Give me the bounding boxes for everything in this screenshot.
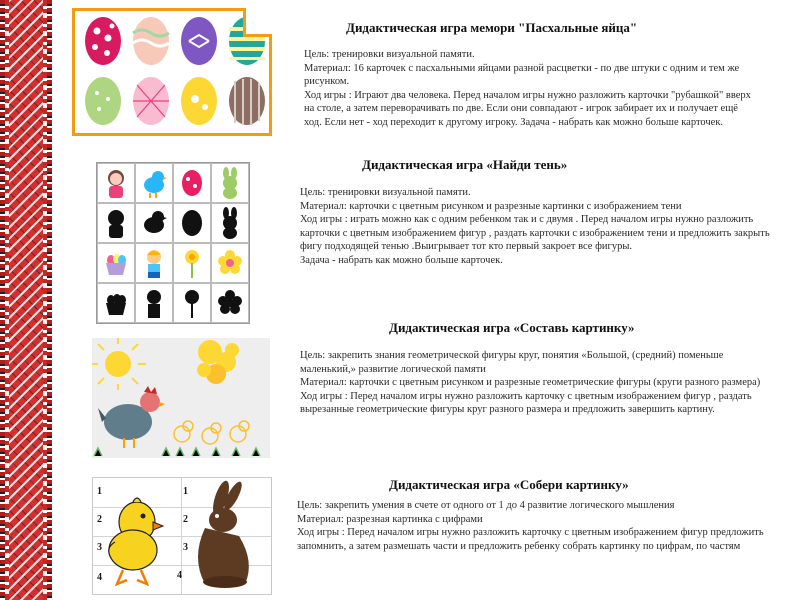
puzzle-number-right-4: 4 xyxy=(177,570,182,581)
gameplay-text: Ход игры : Перед началом игры нужно разложить карточку с цветным изображением фигур , раздать вырезанные геометрические фигуры круг разного размера и предложить завершить картину. xyxy=(300,390,752,415)
lollipop-shadow xyxy=(173,283,211,323)
puzzle-number-left-4: 4 xyxy=(97,572,102,583)
section-text-shadow xyxy=(300,186,770,267)
folk-ornament-border xyxy=(0,0,52,600)
section-title-compose: Дидактическая игра «Составь картинку» xyxy=(389,320,635,335)
task-text: Задача - набрать как можно больше карточек. xyxy=(300,254,503,266)
bunny-picture xyxy=(211,163,249,203)
gameplay-text: Ход игры : Перед началом игры нужно разложить карточку с цветным изображением фигур предложить запомнить, а затем размешать части и предложить ребенку собрать картинку по цифрам, по частям xyxy=(297,527,764,552)
goal-text: Цель: тренировки визуальной памяти. xyxy=(304,49,475,60)
egg-picture xyxy=(173,163,211,203)
egg-shadow xyxy=(173,203,211,243)
ornament-pattern xyxy=(9,0,43,600)
flower-picture xyxy=(211,243,249,283)
puzzle-number-left-2: 2 xyxy=(97,514,102,525)
circle-collage-image xyxy=(92,338,270,458)
section-title-memory: Дидактическая игра мемори "Пасхальные яйца" xyxy=(346,20,638,35)
puzzle-number-right-1: 1 xyxy=(183,486,188,497)
bird-picture xyxy=(135,163,173,203)
ornament-stripe-left xyxy=(0,0,5,600)
section-text-assemble xyxy=(297,499,767,553)
goal-text: Цель: закрепить знания геометрической фигуры круг, понятия «Большой, (средний) поменьше маленький,» развитие логической памяти xyxy=(300,350,724,375)
flower-shadow xyxy=(211,283,249,323)
doll-shadow xyxy=(97,203,135,243)
easter-eggs-illustration xyxy=(75,11,269,133)
basket-picture xyxy=(97,243,135,283)
material-text: Материал: карточки с цветным рисунком и разрезные картинки с изображением тени xyxy=(300,200,682,212)
boy-picture xyxy=(135,243,173,283)
easter-eggs-image xyxy=(72,8,272,136)
doll-picture xyxy=(97,163,135,203)
section-text-memory xyxy=(304,48,754,129)
section-title-assemble: Дидактическая игра «Собери картинку» xyxy=(389,477,629,492)
boy-shadow xyxy=(135,283,173,323)
bird-shadow xyxy=(135,203,173,243)
material-text: Материал: разрезная картинка с цифрами xyxy=(297,513,483,525)
circle-collage-illustration xyxy=(92,338,270,458)
material-text: Материал: 16 карточек с пасхальными яйцами разной расцветки - по две штуки с одним и тем же рисунком. xyxy=(304,62,740,87)
material-text: Материал: карточки с цветным рисунком и разрезные геометрические фигуры (круги разного размера) xyxy=(300,377,761,388)
numbered-puzzle-image xyxy=(92,477,272,595)
goal-text: Цель: тренировки визуальной памяти. xyxy=(300,187,471,198)
puzzle-number-left-1: 1 xyxy=(97,486,102,497)
basket-shadow xyxy=(97,283,135,323)
bunny-shadow xyxy=(211,203,249,243)
shadow-matching-image xyxy=(96,162,250,324)
puzzle-number-right-2: 2 xyxy=(183,514,188,525)
gameplay-text: Ход игры : играть можно как с одним ребенком так и с двумя . Перед началом игры нужно разложить карточки с цветным изображением фигур , раздать карточки с изображением тени и предложить закрыть фигу подходящей тенью .Выигрывает тот кто первый закроет все фигуры. xyxy=(300,214,770,252)
gameplay-text: Ход игры : Играют два человека. Перед началом игры нужно разложить карточки "рубашкой" вверх на столе, а затем переворачивать по две. Если они совпадают - игрок забирает их и получает ещё ход. Если нет - ход переходит к другому игроку. Задача - набрать как можно больше карточек. xyxy=(304,89,751,128)
section-text-compose xyxy=(300,349,770,417)
section-title-shadow: Дидактическая игра «Найди тень» xyxy=(362,157,568,172)
puzzle-number-left-3: 3 xyxy=(97,542,102,553)
chick-and-bunny-illustration xyxy=(93,478,271,594)
lollipop-picture xyxy=(173,243,211,283)
goal-text: Цель: закрепить умения в счете от одного от 1 до 4 развитие логического мышления xyxy=(297,500,675,511)
puzzle-number-right-3: 3 xyxy=(183,542,188,553)
ornament-stripe-right xyxy=(47,0,52,600)
